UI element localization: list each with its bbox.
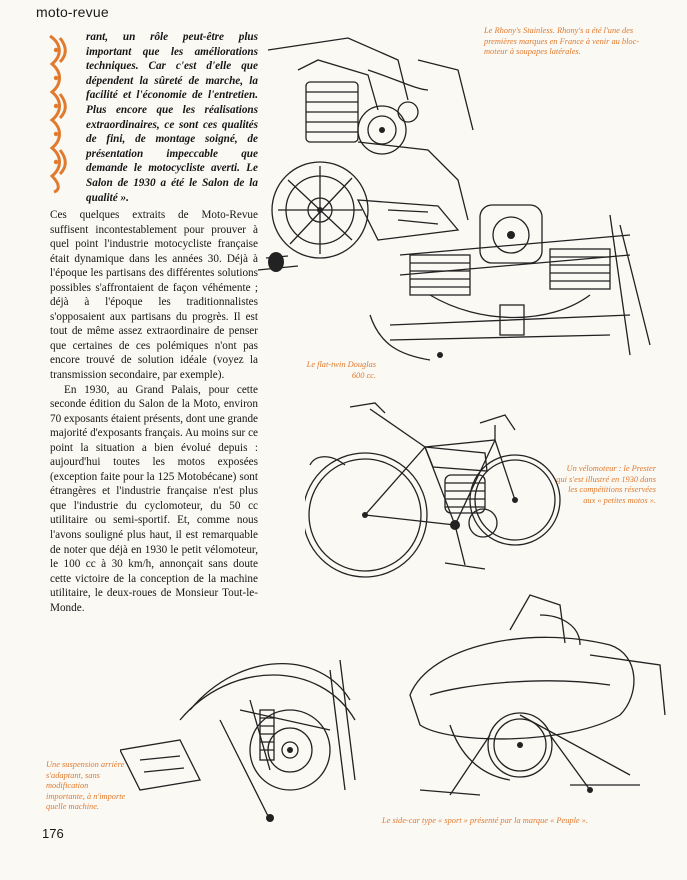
caption-suspension: Une suspension arrière s'adaptant, sans modification importante, à n'importe quelle machine. [46, 760, 126, 812]
sidecar-illustration [390, 585, 670, 810]
caption-rhony: Le Rhony's Stainless. Rhony's a été l'une des premières marques en France à venir au bloc-moteur à soupapes latérales. [484, 26, 640, 57]
rear-suspension-illustration [120, 640, 360, 830]
page-number: 176 [42, 826, 64, 841]
caption-velomoteur: Un vélomoteur : le Prester qui s'est illustré en 1930 dans les compétitions réservées aux « petites motos ». [556, 464, 656, 505]
caption-douglas: Le flat-twin Douglas 600 cc. [306, 360, 376, 380]
prester-velomoteur-illustration [305, 385, 570, 585]
article-body [50, 208, 258, 615]
douglas-flat-twin-illustration [330, 195, 660, 375]
caption-sidecar: Le side-car type « sport » présenté par la marque « Peuple ». [382, 816, 589, 825]
paragraph-1: Ces quelques extraits de Moto-Revue suffisent incontestablement pour prouver à quel point l'industrie motocycliste française était dynamique dans les années 30. Déjà à l'époque les partisans des différentes solutions possibles s'affrontaient de façon véhémente ; déjà à l'époque les traditionnalistes s'opposaient aux partisans du progrès. Il est tout de même assez extraordinaire de penser que certaines de ces polémiques n'ont pas encore trouvé de solution idéale (voyez la transmission secondaire, par exemple). [50, 209, 258, 382]
magazine-header: moto-revue [36, 4, 109, 20]
intro-quote: rant, un rôle peut-être plus important que les améliorations techniques. Car c'est d'elle que dépendent la sûreté de marche, la facilité et l'économie de l'entretien. Plus encore que les réalisations extraordinaires, ce sont ces qualités de fini, de montage soigné, de présentation impeccable que demande le motocycliste averti. Le Salon de 1930 a été le Salon de la qualité ». [86, 31, 258, 204]
paragraph-2: En 1930, au Grand Palais, pour cette seconde édition du Salon de la Moto, environ 70 exposants étaient présents, dont une grande majorité d'exposants français. Au moins sur ce point la situation a bien évolué depuis : aujourd'hui toutes les motos exposées (exception faite pour la 125 Motobécane) sont étrangères et l'industrie française n'est plus que l'industrie du cyclomoteur, du 50 cc utilitaire ou semi-sportif. Et, comme nous l'avons souligné plus haut, il est remarquable de noter que déjà en 1930 le petit vélomoteur, le 100 cc à 30 km/h, annonçait sans doute cette victoire de la conception de la machine utilitaire, le deux-roues de Monsieur Tout-le-Monde. [50, 383, 259, 614]
ornamental-border-icon [46, 34, 68, 194]
